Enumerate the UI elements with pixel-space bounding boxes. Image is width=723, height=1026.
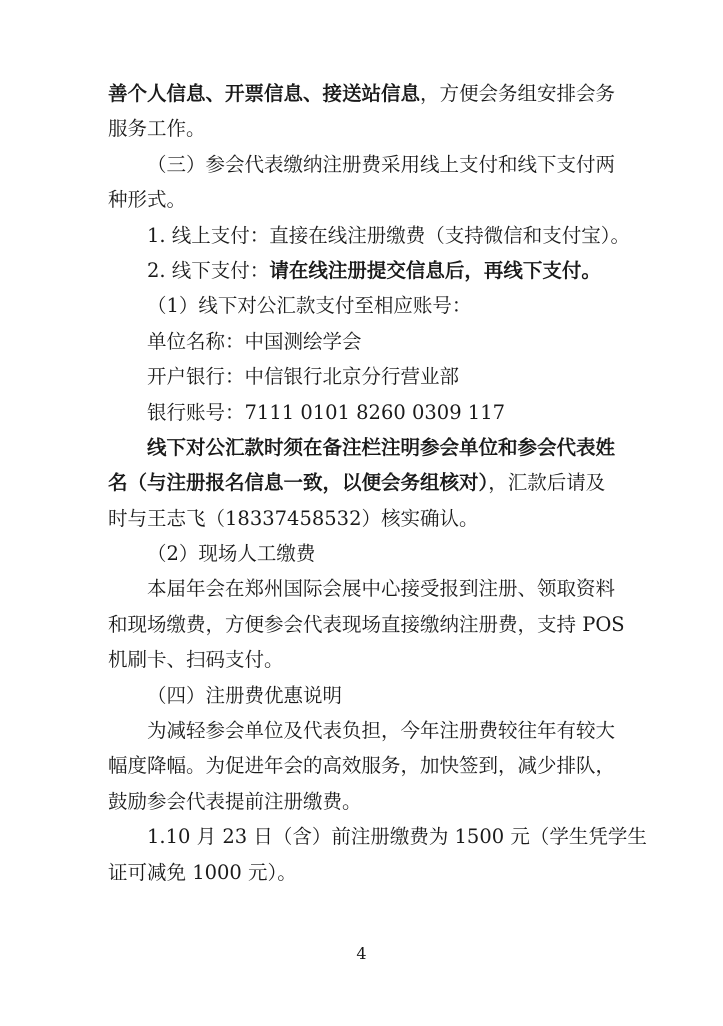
text-line [108,324,620,359]
text-line [108,748,620,783]
text-line [108,678,620,713]
bold-text: 线下对公汇款时须在备注栏注明参会单位和参会代表姓 [147,435,616,459]
text-line [108,501,620,536]
text-span: 幅度降幅。为促进年会的高效服务，加快签到，减少排队， [108,754,616,778]
text-span: 1.10 月 23 日（含）前注册缴费为 1500 元（学生凭学生 [147,825,647,849]
text-span: 本届年会在郑州国际会展中心接受报到注册、领取资料 [147,577,616,601]
text-line [108,76,620,111]
text-line [108,395,620,430]
bold-text: 名（与注册报名信息一致，以便会务组核对） [108,471,489,495]
text-line [108,147,620,182]
text-span: 时与王志飞（18337458532）核实确认。 [108,506,479,530]
text-span: 单位名称：中国测绘学会 [147,329,362,353]
bold-text: 善个人信息、开票信息、接送站信息 [108,82,421,105]
text-span: 和现场缴费，方便参会代表现场直接缴纳注册费，支持 POS [108,612,625,636]
text-span: 种形式。 [108,188,187,212]
bold-text: 请在线注册提交信息后，再线下支付。 [269,258,601,282]
text-line [108,430,620,465]
text-line [108,465,620,500]
text-span: ，汇款后请及 [488,471,606,495]
text-span: 2. 线下支付： [147,258,270,282]
text-span: 开户银行：中信银行北京分行营业部 [147,365,460,389]
text-span: ，方便会务组安排会务 [420,82,616,105]
document-body [108,76,647,890]
text-line [108,855,620,890]
text-line [108,182,620,217]
text-line [108,784,620,819]
text-line [108,571,620,606]
text-span: 银行账号：7111 0101 8260 0309 117 [147,400,506,424]
text-line [108,819,647,854]
text-span: 服务工作。 [108,117,206,141]
text-line [108,111,620,146]
text-line [108,642,620,677]
page-number: 4 [356,944,367,963]
text-span: （2）现场人工缴费 [147,542,316,566]
text-line [108,359,620,394]
text-line [108,288,620,323]
text-span: 为减轻参会单位及代表负担，今年注册费较往年有较大 [147,719,616,743]
text-line [108,607,625,642]
text-line [108,536,620,571]
text-span: （四）注册费优惠说明 [147,683,343,707]
text-span: （1）线下对公汇款支付至相应账号： [147,294,472,318]
text-span: 鼓励参会代表提前注册缴费。 [108,789,362,813]
text-line [108,218,631,253]
text-span: 机刷卡、扫码支付。 [108,648,284,672]
text-line [108,713,620,748]
text-line [108,253,620,288]
text-span: 1. 线上支付：直接在线注册缴费（支持微信和支付宝）。 [147,223,631,247]
text-span: 证可减免 1000 元）。 [108,860,297,884]
text-span: （三）参会代表缴纳注册费采用线上支付和线下支付两 [147,152,616,176]
